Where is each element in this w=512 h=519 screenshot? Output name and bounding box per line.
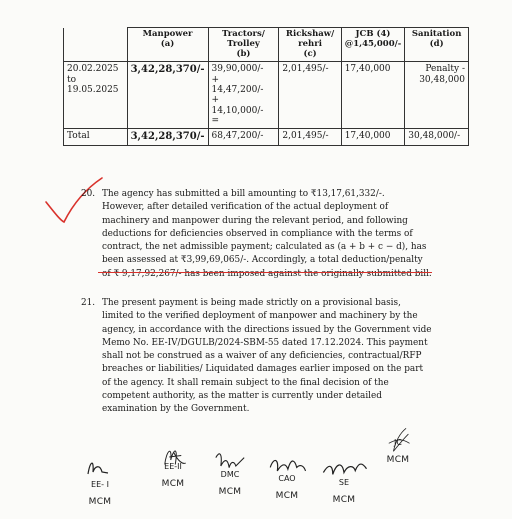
handwritten-signature [78, 452, 122, 482]
tractors-cell: 39,90,000/- + 14,47,200/- + 14,10,000/- = [208, 62, 279, 129]
tractors-cell: 68,47,200/- [208, 129, 279, 146]
paragraph-number: 21. [81, 298, 96, 308]
period-cell: Total [64, 129, 128, 146]
para-line: limited to the verified deployment of manpower and machinery by the [102, 311, 418, 322]
signature-row [0, 440, 512, 519]
cost-table [63, 27, 469, 146]
tractors-header: Tractors/ Trolley (b) [208, 28, 279, 62]
period-cell: 20.02.2025 to 19.05.2025 [64, 62, 128, 129]
manpower-cell: 3,42,28,370/- [127, 62, 208, 129]
sanitation-cell: Penalty - 30,48,000 [405, 62, 469, 129]
sanitation-cell: 30,48,000/- [405, 129, 469, 146]
paragraph-20 [81, 188, 452, 281]
para-line: The agency has submitted a bill amounting to ₹13,17,61,332/-. [102, 189, 385, 199]
table-header-row [64, 28, 469, 62]
table-total-row [64, 129, 469, 146]
para-line: machinery and manpower during the relevant period, and following [102, 215, 408, 226]
jcb-cell: 17,40,000 [341, 129, 405, 146]
signature-cao: CAO MCM [262, 448, 312, 501]
signature-jc: JC MCM [372, 426, 424, 465]
para-line: of ₹ 9,17,92,267/- has been imposed against the originally submitted bill. [102, 268, 432, 279]
para-line: agency, in accordance with the directions issued by the Government vide [102, 324, 432, 335]
paragraph-21 [81, 297, 456, 417]
jcb-cell: 17,40,000 [341, 62, 405, 129]
signature-ee1: EE- I MCM [78, 452, 122, 507]
jcb-header: JCB (4) @1,45,000/- [341, 28, 405, 62]
signature-dmc: DMC MCM [207, 446, 253, 497]
rickshaw-cell: 2,01,495/- [279, 129, 341, 146]
rickshaw-header: Rickshaw/ rehri (c) [279, 28, 341, 62]
para-line: of the agency. It shall remain subject to the final decision of the [102, 377, 389, 388]
para-line: However, after detailed verification of the actual deployment of [102, 202, 389, 213]
paragraph-number: 20. [81, 189, 96, 199]
para-line: shall not be construed as a waiver of any deficiencies, contractual/RFP [102, 351, 422, 362]
para-line: examination by the Government. [102, 404, 250, 415]
handwritten-signature [318, 450, 370, 480]
signature-se: SE MCM [318, 450, 370, 505]
para-line: competent authority, as the matter is currently under detailed [102, 391, 382, 402]
para-line: deductions for deficiencies observed in compliance with the terms of [102, 228, 413, 239]
para-line: been assessed at ₹3,99,69,065/-. Accordingly, a total deduction/penalty [102, 255, 423, 266]
signature-ee2: EE-II MCM [150, 442, 196, 489]
para-line: breaches or liabilities/ Liquidated damages earlier imposed on the part [102, 364, 424, 375]
para-line: contract, the net admissible payment; calculated as (a + b + c − d), has [102, 242, 427, 253]
para-line: Memo No. EE-IV/DGULB/2024-SBM-55 dated 17.12.2024. This payment [102, 337, 428, 348]
sanitation-header: Sanitation (d) [405, 28, 469, 62]
red-underline-annotation [98, 272, 432, 273]
period-header [64, 28, 128, 62]
table-row [64, 62, 469, 129]
manpower-header: Manpower (a) [127, 28, 208, 62]
para-line: The present payment is being made strictly on a provisional basis, [102, 298, 401, 308]
manpower-cell: 3,42,28,370/- [127, 129, 208, 146]
rickshaw-cell: 2,01,495/- [279, 62, 341, 129]
